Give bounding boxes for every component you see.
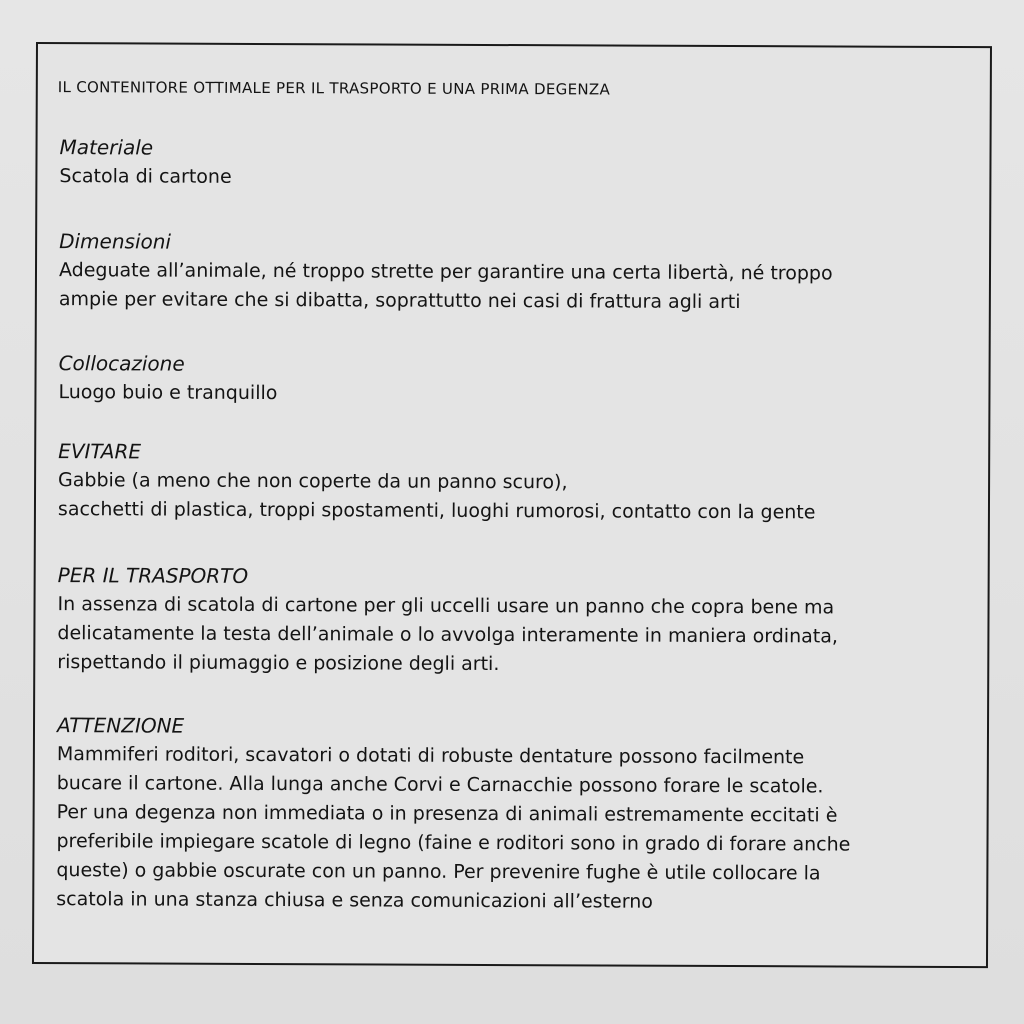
section-dimensioni	[59, 226, 974, 318]
section-heading: Materiale	[59, 135, 154, 160]
section-line: delicatamente la testa dell’animale o lo avvolga interamente in maniera ordinata,	[57, 622, 838, 648]
section-collocazione	[58, 348, 973, 411]
section-line: Adeguate all’animale, né troppo strette per garantire una certa libertà, né troppo	[58, 259, 833, 285]
section-line: Per una degenza non immediata o in presenza di animali estremamente eccitati è	[56, 801, 838, 827]
section-line: preferibile impiegare scatole di legno (faine e roditori sono in grado di forare anche	[56, 830, 851, 856]
section-line: sacchetti di plastica, troppi spostamenti, luoghi rumorosi, contatto con la gente	[57, 498, 816, 524]
section-line: queste) o gabbie oscurate con un panno. Per prevenire fughe è utile collocare la	[56, 859, 821, 885]
section-line: ampie per evitare che si dibatta, soprattutto nei casi di frattura agli arti	[58, 288, 741, 314]
section-line: In assenza di scatola di cartone per gli uccelli usare un panno che copra bene ma	[57, 593, 835, 619]
section-heading: ATTENZIONE	[56, 713, 185, 738]
section-attenzione	[56, 710, 972, 918]
section-line: bucare il cartone. Alla lunga anche Corvi e Carnacchie possono forare le scatole.	[56, 772, 824, 798]
section-per-il-trasporto	[57, 560, 973, 681]
section-heading: EVITARE	[58, 439, 142, 464]
section-line: Luogo buio e tranquillo	[58, 381, 278, 405]
section-evitare	[58, 436, 973, 528]
section-heading: Dimensioni	[59, 229, 172, 254]
section-line: Gabbie (a meno che non coperte da un panno scuro),	[58, 469, 568, 494]
section-heading: Collocazione	[58, 351, 185, 376]
section-line: rispettando il piumaggio e posizione degli arti.	[57, 651, 500, 676]
section-heading: PER IL TRASPORTO	[57, 563, 249, 588]
info-box	[32, 42, 992, 968]
box-title: IL CONTENITORE OTTIMALE PER IL TRASPORTO E UNA PRIMA DEGENZA	[57, 78, 611, 99]
section-line: scatola in una stanza chiusa e senza comunicazioni all’esterno	[56, 888, 653, 913]
section-line: Scatola di cartone	[59, 165, 232, 188]
section-line: Mammiferi roditori, scavatori o dotati di robuste dentature possono facilmente	[56, 743, 805, 769]
section-materiale	[59, 132, 974, 195]
